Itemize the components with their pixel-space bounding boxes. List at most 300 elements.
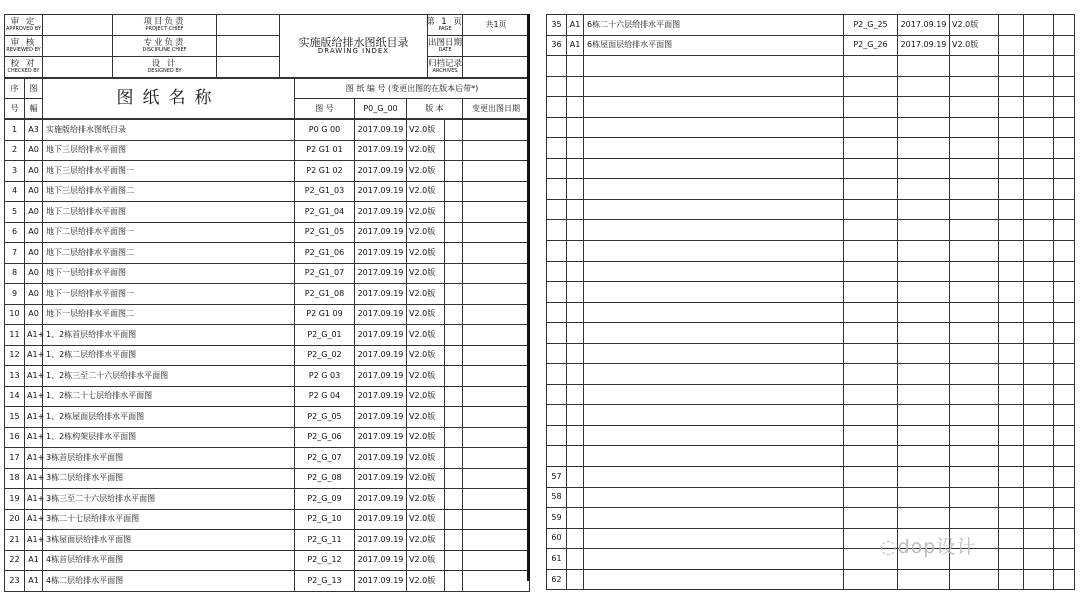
drawing-title: 地下一层给排水平面图: [43, 263, 295, 284]
sheet-size: [567, 97, 584, 118]
drawing-title: 3栋二层给排水平面图: [43, 468, 295, 489]
drawing-title: 地下二层给排水平面图: [43, 202, 295, 223]
change-date: [1024, 15, 1054, 36]
drawing-number: P2_G_01: [295, 325, 355, 346]
extra-column: [1054, 35, 1075, 56]
extra-column: [1054, 220, 1075, 241]
sheet-size: [567, 179, 584, 200]
issue-date: [898, 97, 950, 118]
sheet-size: [567, 302, 584, 323]
table-row: [547, 261, 1075, 282]
extra-column: [1054, 199, 1075, 220]
extra-column: [1054, 487, 1075, 508]
table-row: [547, 97, 1075, 118]
extra-column: [1054, 405, 1075, 426]
drawing-number: [844, 343, 898, 364]
change-date: [463, 222, 530, 243]
drawing-number: [844, 384, 898, 405]
change-date: [463, 181, 530, 202]
extra-column: [1054, 15, 1075, 36]
change-date: [1024, 261, 1054, 282]
row-number: 6: [5, 222, 25, 243]
version: V2.0版: [407, 571, 445, 592]
drawing-title: [584, 467, 844, 488]
table-row: [547, 487, 1075, 508]
drawing-title: [584, 405, 844, 426]
version-mark: [999, 425, 1024, 446]
change-date: [1024, 425, 1054, 446]
drawing-number: [844, 117, 898, 138]
extra-column: [1054, 343, 1075, 364]
change-date: [1024, 569, 1054, 590]
change-date: [1024, 220, 1054, 241]
row-number: 57: [547, 467, 567, 488]
sheet-size: A3: [25, 120, 43, 141]
sheet-size: A1+: [25, 448, 43, 469]
sheet-size: [567, 117, 584, 138]
drawing-title: [584, 199, 844, 220]
version: [950, 199, 999, 220]
change-date: [1024, 56, 1054, 77]
table-row: [547, 323, 1075, 344]
version: [950, 508, 999, 529]
row-number: 36: [547, 35, 567, 56]
version-mark: [445, 550, 463, 571]
change-date: [1024, 76, 1054, 97]
drawing-title: 地下二层给排水平面图一: [43, 222, 295, 243]
version-mark: [999, 467, 1024, 488]
change-date: [1024, 138, 1054, 159]
change-date: [463, 386, 530, 407]
issue-date: 2017.09.19: [355, 140, 407, 161]
table-row: [547, 282, 1075, 303]
change-date: [1024, 364, 1054, 385]
row-number: 5: [5, 202, 25, 223]
table-row: [547, 364, 1075, 385]
drawing-title: 地下一层给排水平面图二: [43, 304, 295, 325]
drawing-title: [584, 117, 844, 138]
extra-column: [1054, 76, 1075, 97]
row-number: [547, 76, 567, 97]
drawing-title: 地下三层给排水平面图一: [43, 161, 295, 182]
row-number: [547, 199, 567, 220]
row-number: 3: [5, 161, 25, 182]
change-date: [1024, 302, 1054, 323]
table-row: [5, 468, 530, 489]
sheet-size: A1+: [25, 325, 43, 346]
version: [950, 56, 999, 77]
table-row: [547, 15, 1075, 36]
table-row: [547, 569, 1075, 590]
drawing-number: [844, 282, 898, 303]
version-mark: [999, 508, 1024, 529]
drawing-number: P2_G_05: [295, 407, 355, 428]
table-row: [5, 284, 530, 305]
row-number: [547, 138, 567, 159]
extra-column: [1054, 569, 1075, 590]
row-number: 62: [547, 569, 567, 590]
drawing-title: [584, 179, 844, 200]
version-mark: [445, 489, 463, 510]
change-date: [1024, 323, 1054, 344]
drawing-number: [844, 179, 898, 200]
drawing-title: 1、2栋二十七层给排水平面图: [43, 386, 295, 407]
version-mark: [999, 261, 1024, 282]
version-mark: [445, 366, 463, 387]
version-mark: [999, 302, 1024, 323]
version: V2.0版: [407, 407, 445, 428]
version: [950, 76, 999, 97]
version: [950, 364, 999, 385]
version: V2.0版: [407, 325, 445, 346]
change-date: [463, 304, 530, 325]
row-number: [547, 446, 567, 467]
table-row: [5, 571, 530, 592]
version-mark: [999, 179, 1024, 200]
version: [950, 343, 999, 364]
table-row: [5, 407, 530, 428]
version-mark: [445, 571, 463, 592]
version-mark: [999, 446, 1024, 467]
issue-date: [898, 569, 950, 590]
table-row: [5, 202, 530, 223]
version-mark: [445, 509, 463, 530]
version-mark: [445, 530, 463, 551]
drawing-number: [844, 405, 898, 426]
row-number: [547, 343, 567, 364]
right-panel: [546, 14, 1074, 584]
drawing-number: P2_G_12: [295, 550, 355, 571]
panel-divider: [527, 14, 530, 581]
drawing-number: [844, 261, 898, 282]
version: [950, 261, 999, 282]
sheet-size: A1+: [25, 509, 43, 530]
table-row: [547, 158, 1075, 179]
version: [950, 117, 999, 138]
version-mark: [445, 386, 463, 407]
version-mark: [445, 140, 463, 161]
change-date: [1024, 282, 1054, 303]
table-row: [547, 405, 1075, 426]
issue-date: 2017.09.19: [355, 407, 407, 428]
sheet-size: [567, 446, 584, 467]
version-mark: [445, 345, 463, 366]
drawing-title: 1、2栋屋面层给排水平面图: [43, 407, 295, 428]
issue-date: 2017.09.19: [355, 550, 407, 571]
sheet-size: [567, 282, 584, 303]
row-number: 9: [5, 284, 25, 305]
version: [950, 467, 999, 488]
version-mark: [999, 528, 1024, 549]
row-number: 21: [5, 530, 25, 551]
issue-date: [898, 384, 950, 405]
drawing-number: [844, 569, 898, 590]
drawing-number: P2 G 03: [295, 366, 355, 387]
change-date: [463, 161, 530, 182]
sheet-size: [567, 241, 584, 262]
change-date: [463, 571, 530, 592]
row-number: 17: [5, 448, 25, 469]
version: V2.0版: [407, 448, 445, 469]
extra-column: [1054, 56, 1075, 77]
row-number: 8: [5, 263, 25, 284]
version-mark: [999, 15, 1024, 36]
table-row: [5, 120, 530, 141]
version-mark: [999, 76, 1024, 97]
drawing-number: P2_G1_04: [295, 202, 355, 223]
change-date: [463, 243, 530, 264]
version: V2.0版: [407, 366, 445, 387]
change-date: [463, 530, 530, 551]
table-row: [547, 35, 1075, 56]
version: V2.0版: [407, 243, 445, 264]
version: [950, 241, 999, 262]
row-number: 7: [5, 243, 25, 264]
drawing-number: [844, 467, 898, 488]
change-date: [463, 345, 530, 366]
issue-date: 2017.09.19: [355, 489, 407, 510]
version-mark: [999, 487, 1024, 508]
drawing-title: [584, 56, 844, 77]
row-number: 61: [547, 549, 567, 570]
table-row: [547, 508, 1075, 529]
extra-column: [1054, 117, 1075, 138]
table-row: [547, 446, 1075, 467]
change-date: [1024, 549, 1054, 570]
table-row: [5, 550, 530, 571]
row-number: [547, 282, 567, 303]
archive-label-cell: 归档记录 ARCHIVES: [428, 57, 463, 78]
extra-column: [1054, 384, 1075, 405]
extra-column: [1054, 549, 1075, 570]
version-mark: [445, 263, 463, 284]
drawing-title: 6栋二十六层给排水平面图: [584, 15, 844, 36]
sheet-size: [567, 569, 584, 590]
version-mark: [445, 202, 463, 223]
drawing-number: P2 G1 01: [295, 140, 355, 161]
row-number: [547, 117, 567, 138]
version-mark: [999, 405, 1024, 426]
row-number: 11: [5, 325, 25, 346]
drawing-title: [584, 384, 844, 405]
issue-date: 2017.09.19: [355, 530, 407, 551]
row-number: 22: [5, 550, 25, 571]
table-row: [5, 509, 530, 530]
table-row: [5, 366, 530, 387]
drawing-number: P0 G 00: [295, 120, 355, 141]
table-row: [547, 384, 1075, 405]
issue-date: 2017.09.19: [355, 243, 407, 264]
drawing-title: [584, 425, 844, 446]
version-mark: [445, 468, 463, 489]
drawing-number: P2_G_26: [844, 35, 898, 56]
version-mark: [445, 304, 463, 325]
version: [950, 323, 999, 344]
issue-date: 2017.09.19: [355, 120, 407, 141]
drawing-number: [844, 56, 898, 77]
drawing-title: [584, 138, 844, 159]
sheet-size: A1+: [25, 530, 43, 551]
row-number: [547, 220, 567, 241]
version: [950, 220, 999, 241]
change-date: [1024, 97, 1054, 118]
drawing-title: 3栋首层给排水平面图: [43, 448, 295, 469]
drawing-title: 1、2栋首层给排水平面图: [43, 325, 295, 346]
table-row: [5, 243, 530, 264]
extra-column: [1054, 158, 1075, 179]
sheet-size: [567, 323, 584, 344]
drawing-number: [844, 199, 898, 220]
version: [950, 179, 999, 200]
issue-date: [898, 117, 950, 138]
change-date: [1024, 405, 1054, 426]
issue-date: [898, 179, 950, 200]
sheet-size: [567, 549, 584, 570]
issue-date: [898, 220, 950, 241]
change-date: [1024, 446, 1054, 467]
drawing-title: 实施版给排水图纸目录: [43, 120, 295, 141]
sheet-size: A0: [25, 181, 43, 202]
issue-date: 2017.09.19: [355, 468, 407, 489]
issue-date: 2017.09.19: [355, 202, 407, 223]
issue-date: 2017.09.19: [355, 345, 407, 366]
extra-column: [1054, 528, 1075, 549]
sheet-size: A1+: [25, 345, 43, 366]
change-date: [463, 509, 530, 530]
row-number: 58: [547, 487, 567, 508]
sheet-size: A1: [25, 550, 43, 571]
sheet-size: [567, 76, 584, 97]
version-mark: [999, 241, 1024, 262]
version-mark: [999, 282, 1024, 303]
extra-column: [1054, 97, 1075, 118]
row-number: [547, 241, 567, 262]
row-number: 60: [547, 528, 567, 549]
table-row: [5, 263, 530, 284]
sheet-size: A0: [25, 304, 43, 325]
table-row: [5, 304, 530, 325]
change-date: [1024, 117, 1054, 138]
drawing-title: 4栋二层给排水平面图: [43, 571, 295, 592]
table-row: [547, 117, 1075, 138]
drawing-number: P2 G 04: [295, 386, 355, 407]
row-number: [547, 405, 567, 426]
row-number: 4: [5, 181, 25, 202]
issue-date: [898, 199, 950, 220]
issue-date: 2017.09.19: [355, 161, 407, 182]
version: V2.0版: [407, 304, 445, 325]
issue-date: 2017.09.19: [898, 15, 950, 36]
version: [950, 282, 999, 303]
version-mark: [999, 199, 1024, 220]
row-number: 12: [5, 345, 25, 366]
row-number: 1: [5, 120, 25, 141]
table-row: [5, 530, 530, 551]
sheet-size: A1: [567, 15, 584, 36]
version: [950, 302, 999, 323]
drawing-number: [844, 364, 898, 385]
version-mark: [445, 222, 463, 243]
table-row: [547, 241, 1075, 262]
issue-date: 2017.09.19: [355, 263, 407, 284]
sheet-size: A0: [25, 263, 43, 284]
table-row: [547, 528, 1075, 549]
version: [950, 446, 999, 467]
drawing-title: 4栋首层给排水平面图: [43, 550, 295, 571]
version-mark: [999, 97, 1024, 118]
issue-date: 2017.09.19: [355, 571, 407, 592]
row-number: [547, 384, 567, 405]
table-row: [5, 489, 530, 510]
sheet-size: [567, 199, 584, 220]
version-mark: [445, 427, 463, 448]
change-date: [1024, 158, 1054, 179]
table-row: [547, 549, 1075, 570]
issue-date: 2017.09.19: [355, 448, 407, 469]
drawing-number: P2_G_10: [295, 509, 355, 530]
version: [950, 425, 999, 446]
row-number: [547, 425, 567, 446]
drawing-number: P2_G_07: [295, 448, 355, 469]
drawing-title: [584, 282, 844, 303]
change-date: [1024, 508, 1054, 529]
row-number: [547, 97, 567, 118]
table-row: [5, 181, 530, 202]
issue-date: [898, 138, 950, 159]
issue-date: [898, 446, 950, 467]
version: V2.0版: [950, 35, 999, 56]
version-mark: [999, 56, 1024, 77]
sheet-size: A1: [25, 571, 43, 592]
change-date: [1024, 467, 1054, 488]
row-number: 35: [547, 15, 567, 36]
version-mark: [999, 220, 1024, 241]
change-date: [463, 140, 530, 161]
sheet-size: A0: [25, 140, 43, 161]
extra-column: [1054, 364, 1075, 385]
index-title: 实施版给排水图纸目录: [298, 35, 409, 49]
version-mark: [999, 138, 1024, 159]
issue-date: [898, 323, 950, 344]
drawing-title: 地下一层给排水平面图一: [43, 284, 295, 305]
checked-cell: 校 对 CHECKED BY: [5, 57, 43, 78]
version: [950, 487, 999, 508]
change-date: [463, 407, 530, 428]
version-mark: [999, 569, 1024, 590]
version-mark: [445, 284, 463, 305]
drawing-number: P2_G1_05: [295, 222, 355, 243]
drawing-number: [844, 323, 898, 344]
change-date: [463, 550, 530, 571]
change-date: [463, 366, 530, 387]
table-row: [547, 76, 1075, 97]
drawing-title: [584, 220, 844, 241]
sheet-size: [567, 508, 584, 529]
table-row: [5, 140, 530, 161]
drawing-title: [584, 302, 844, 323]
drawing-number: [844, 487, 898, 508]
sheet-size: [567, 158, 584, 179]
drawing-title: [584, 508, 844, 529]
drawing-number: P2_G_02: [295, 345, 355, 366]
drawing-number: [844, 138, 898, 159]
issue-date: 2017.09.19: [355, 386, 407, 407]
version: V2.0版: [407, 530, 445, 551]
extra-column: [1054, 302, 1075, 323]
drawing-title: 地下三层给排水平面图二: [43, 181, 295, 202]
version-mark: [445, 181, 463, 202]
sheet-size: A1+: [25, 366, 43, 387]
